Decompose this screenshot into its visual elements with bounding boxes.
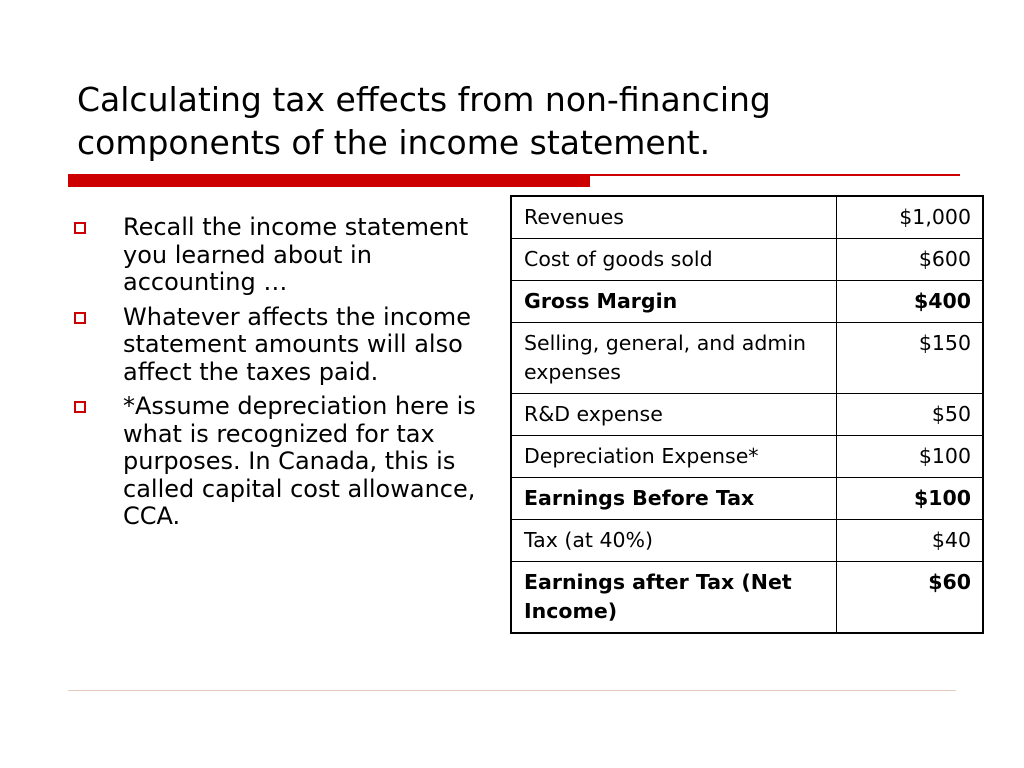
bullet-text: Whatever affects the income statement amounts will also affect the taxes paid. xyxy=(123,302,471,386)
table-row xyxy=(511,323,983,394)
row-value: $150 xyxy=(837,323,984,394)
square-bullet-icon xyxy=(74,312,86,324)
row-value: $50 xyxy=(837,394,984,436)
bullet-list xyxy=(72,214,482,538)
row-value: $60 xyxy=(837,562,984,634)
title-underline xyxy=(68,174,960,187)
bullet-text: *Assume depreciation here is what is recognized for tax purposes. In Canada, this is called capital cost allowance, CCA. xyxy=(123,392,476,530)
row-label: Depreciation Expense* xyxy=(511,436,837,478)
bullet-item xyxy=(72,214,482,297)
row-label: Earnings after Tax (Net Income) xyxy=(511,562,837,634)
bullet-item xyxy=(72,393,482,531)
table-row xyxy=(511,239,983,281)
row-label: Cost of goods sold xyxy=(511,239,837,281)
table-row xyxy=(511,520,983,562)
slide-title-line-1: Calculating tax effects from non-financing xyxy=(77,80,771,119)
row-value: $40 xyxy=(837,520,984,562)
row-label: Tax (at 40%) xyxy=(511,520,837,562)
square-bullet-icon xyxy=(74,401,86,413)
footer-divider xyxy=(68,690,956,691)
title-underline-thin xyxy=(590,174,960,176)
bullet-text: Recall the income statement you learned about in accounting … xyxy=(123,213,469,296)
bullet-item xyxy=(72,304,482,387)
row-value: $100 xyxy=(837,436,984,478)
title-underline-thick xyxy=(68,174,590,187)
row-label: Revenues xyxy=(511,196,837,239)
slide-title xyxy=(77,78,937,164)
row-value: $1,000 xyxy=(837,196,984,239)
income-statement-table xyxy=(510,195,984,634)
table-row-gross-margin xyxy=(511,281,983,323)
table-row xyxy=(511,394,983,436)
row-value: $400 xyxy=(837,281,984,323)
table-row-net-income xyxy=(511,562,983,634)
row-label: Selling, general, and admin expenses xyxy=(511,323,837,394)
row-value: $600 xyxy=(837,239,984,281)
square-bullet-icon xyxy=(74,222,86,234)
table-row-earnings-before-tax xyxy=(511,478,983,520)
slide-title-line-2: components of the income statement. xyxy=(77,123,711,162)
row-value: $100 xyxy=(837,478,984,520)
table-row xyxy=(511,436,983,478)
row-label: R&D expense xyxy=(511,394,837,436)
row-label: Gross Margin xyxy=(511,281,837,323)
row-label: Earnings Before Tax xyxy=(511,478,837,520)
table-row xyxy=(511,196,983,239)
